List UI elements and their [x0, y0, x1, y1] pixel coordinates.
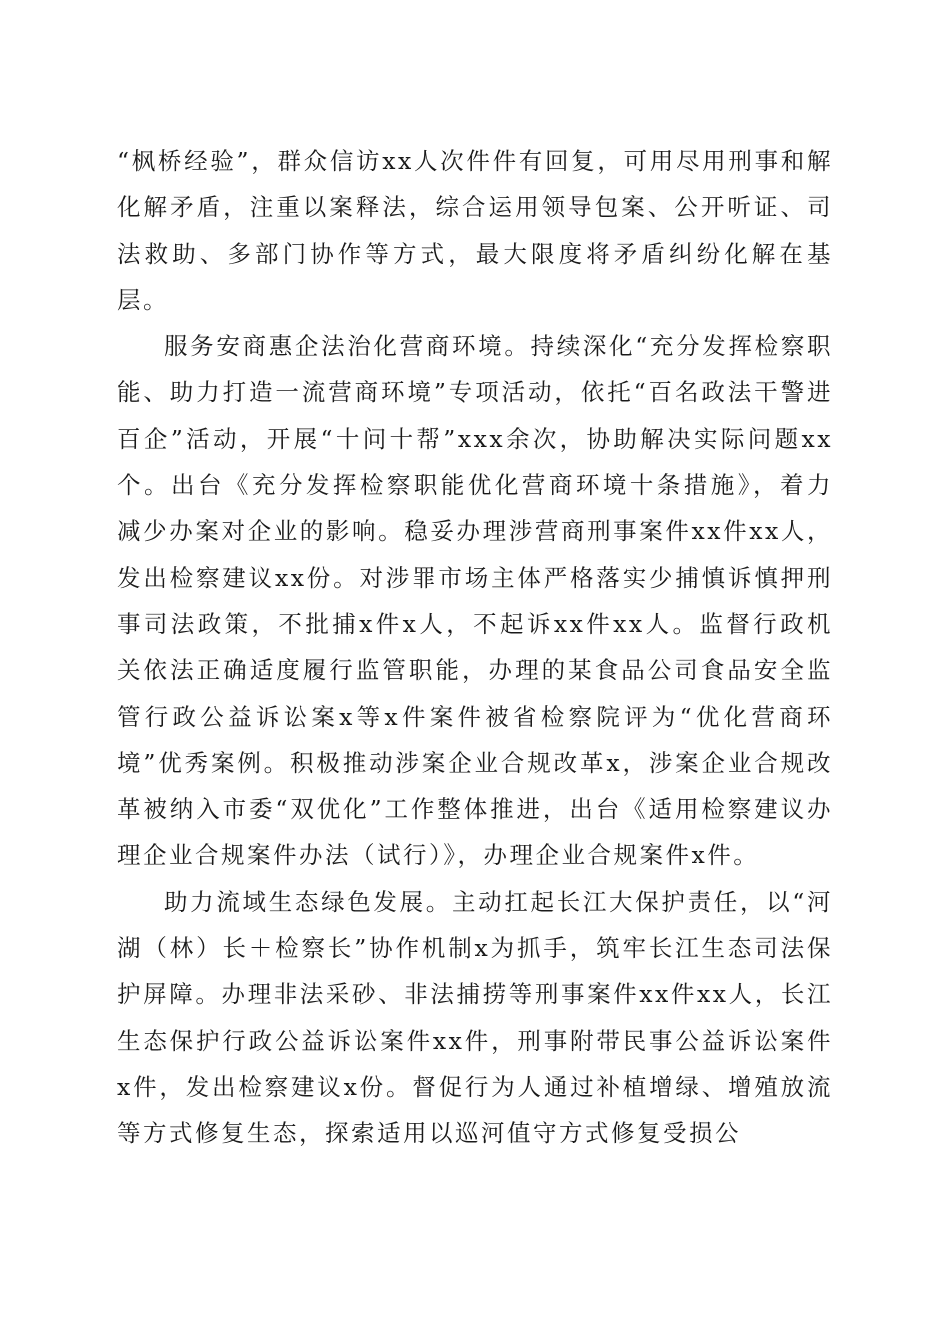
- paragraph-business-environment: 服务安商惠企法治化营商环境。持续深化“充分发挥检察职能、助力打造一流营商环境”专项活动，依托“百名政法干警进百企”活动，开展“十问十帮”xxx余次，协助解决实际问题xx个。出台《充分发挥检察职能优化营商环境十条措施》，着力减少办案对企业的影响。稳妥办理涉营商刑事案件xx件xx人，发出检察建议xx份。对涉罪市场主体严格落实少捕慎诉慎押刑事司法政策，不批捕x件x人，不起诉xx件xx人。监督行政机关依法正确适度履行监管职能，办理的某食品公司食品安全监管行政公益诉讼案x等x件案件被省检察院评为“优化营商环境”优秀案例。积极推动涉案企业合规改革x，涉案企业合规改革被纳入市委“双优化”工作整体推进，出台《适用检察建议办理企业合规案件办法（试行）》，办理企业合规案件x件。: [117, 332, 833, 870]
- paragraph-ecological-protection: 助力流域生态绿色发展。主动扛起长江大保护责任，以“河湖（林）长＋检察长”协作机制x为抓手，筑牢长江生态司法保护屏障。办理非法采砂、非法捕捞等刑事案件xx件xx人，长江生态保护行政公益诉讼案件xx件，刑事附带民事公益诉讼案件x件，发出检察建议x份。督促行为人通过补植增绿、增殖放流等方式修复生态，探索适用以巡河值守方式修复受损公: [117, 887, 833, 1148]
- document-body: [117, 138, 833, 1157]
- paragraph-continuation: “枫桥经验”，群众信访xx人次件件有回复，可用尽用刑事和解化解矛盾，注重以案释法，综合运用领导包案、公开听证、司法救助、多部门协作等方式，最大限度将矛盾纠纷化解在基层。: [117, 147, 833, 314]
